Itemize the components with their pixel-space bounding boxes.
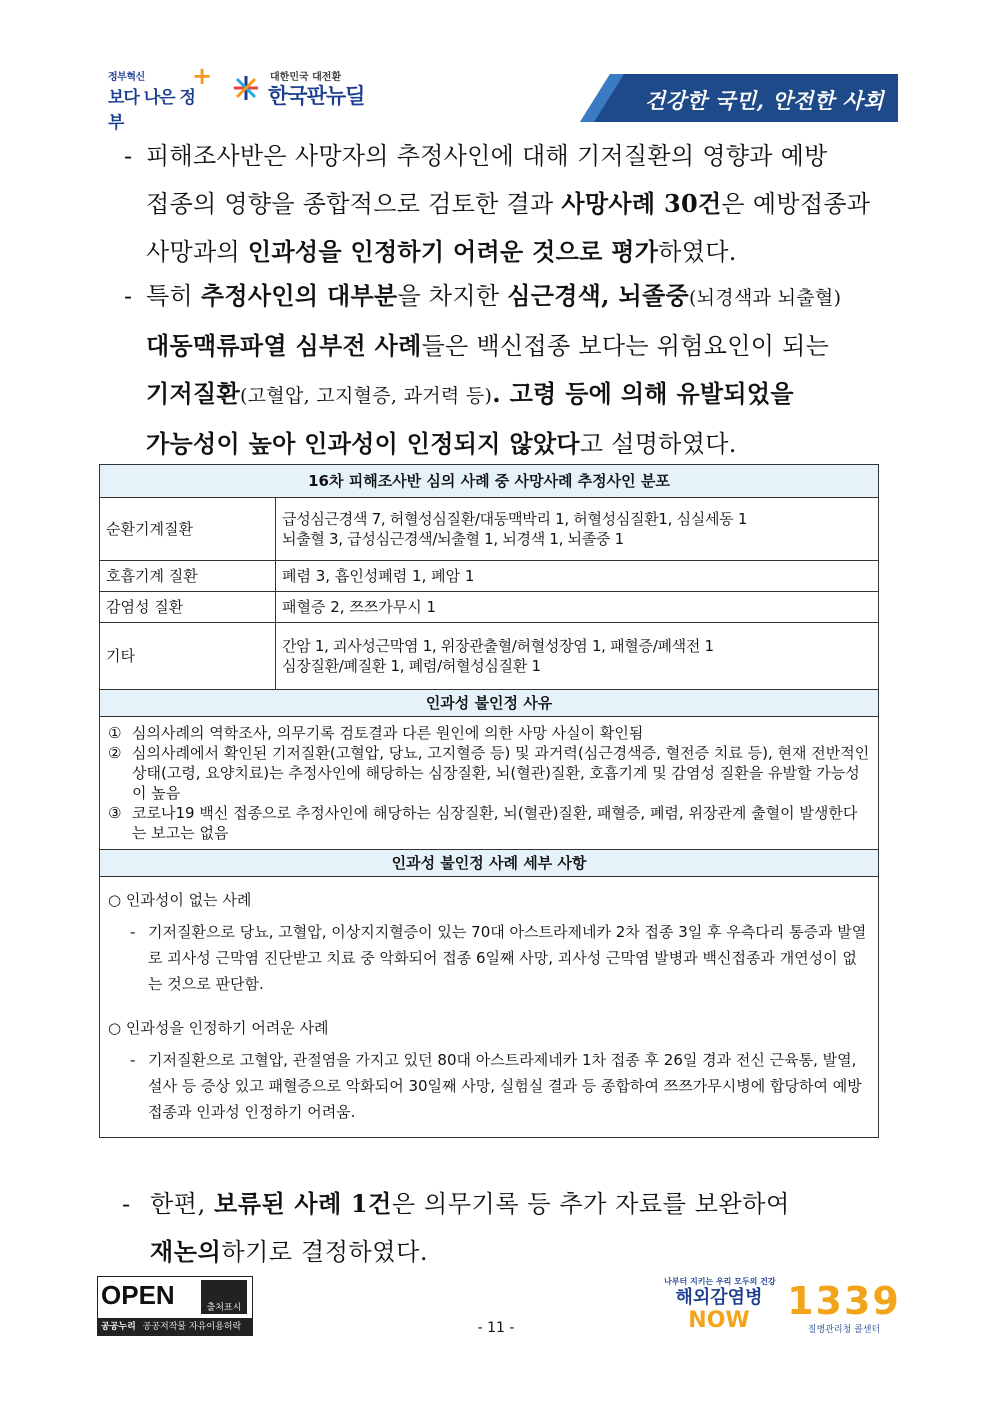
row-label: 호흡기계 질환: [100, 561, 276, 592]
plus-icon: +: [192, 62, 213, 90]
death-cause-table: [99, 464, 879, 1138]
korean-new-deal-logo: 대한민국 대전환 한국판뉴딜: [232, 68, 372, 112]
table-row: [100, 561, 879, 592]
paragraph-causes: - 특히 추정사인의 대부분을 차지한 심근경색, 뇌졸중(뇌경색과 뇌출혈) 대동맥류파열 심부전 사례들은 백신접종 보다는 위험요인이 되는 기저질환(고혈압, 고지혈증, 과거력 등). 고령 등에 의해 유발되었을 가능성이 높아 인과성이 인정되지 않았다고 설명하였다.: [124, 281, 842, 458]
reasons-row: [100, 717, 879, 850]
case-details: [100, 877, 879, 1138]
reasons-title-row: [100, 690, 879, 717]
table-row: [100, 623, 879, 690]
case-body: - 기저질환으로 고혈압, 관절염을 가지고 있던 80대 아스트라제네카 1차 접종 후 26일 경과 전신 근육통, 발열, 설사 등 증상 있고 패혈증으로 악화되어 30일째 사망, 실험실 결과 등 종합하여 쯔쯔가무시병에 합당하여 예방접종과 인과성 인정하기 어려움.: [130, 1051, 862, 1121]
list-item: ③ 코로나19 백신 접종으로 추정사인에 해당하는 심장질환, 뇌(혈관)질환, 패혈증, 폐렴, 위장관계 출혈이 발생한다는 보고는 없음: [108, 804, 858, 842]
row-label: 감염성 질환: [100, 592, 276, 623]
case-title: ○ 인과성을 인정하기 어려운 사례: [108, 1019, 329, 1037]
overseas-infection-now-logo: 나부터 지키는 우리 모두의 건강 해외감염병 NOW: [664, 1277, 776, 1333]
paragraph-evaluation: - 피해조사반은 사망자의 추정사인에 대해 기저질환의 영향과 예방 접종의 영향을 종합적으로 검토한 결과 사망사례 30건은 예방접종과 사망과의 인과성을 인정하기 어려운 것으로 평가하였다.: [124, 142, 871, 266]
page-header: [0, 0, 992, 133]
list-item: ① 심의사례의 역학조사, 의무기록 검토결과 다른 원인에 의한 사망 사실이 확인됨: [108, 724, 644, 742]
case-title: ○ 인과성이 없는 사례: [108, 891, 252, 909]
row-value: 간암 1, 괴사성근막염 1, 위장관출혈/허혈성장염 1, 패혈증/폐색전 1 심장질환/폐질환 1, 폐렴/허혈성심질환 1: [276, 623, 879, 690]
list-item: ② 심의사례에서 확인된 기저질환(고혈압, 당뇨, 고지혈증 등) 및 과거력(심근경색증, 혈전증 치료 등), 현재 전반적인 상태(고령, 요양치료)는 추정사인에 해당하는 심장질환, 뇌(혈관)질환, 호흡기계 및 감염성 질환을 유발할 가능성이 높음: [108, 744, 870, 802]
table-title-row: [100, 465, 879, 498]
new-deal-emblem-icon: [232, 74, 260, 102]
paragraph-deferred: - 한편, 보류된 사례 1건은 의무기록 등 추가 자료를 보완하여 재논의하기로 결정하였다.: [122, 1189, 790, 1266]
slogan-banner: 건강한 국민, 안전한 사회: [580, 74, 898, 122]
kdca-call-center-logo: 1339 질병관리청 콜센터: [787, 1279, 901, 1335]
row-label: 순환기계질환: [100, 498, 276, 561]
row-value: 폐렴 3, 흡인성폐렴 1, 폐암 1: [276, 561, 879, 592]
reasons-title: 인과성 불인정 사유: [100, 690, 879, 717]
row-label: 기타: [100, 623, 276, 690]
details-title-row: [100, 850, 879, 877]
reasons-list: [100, 717, 879, 850]
details-title: 인과성 불인정 사례 세부 사항: [100, 850, 879, 877]
kogl-open-license: OPEN 출처표시 공공누리 공공저작물 자유이용허락: [97, 1276, 253, 1336]
row-value: 패혈증 2, 쯔쯔가무시 1: [276, 592, 879, 623]
government-innovation-logo: 정부혁신 보다 나은 정부 +: [108, 62, 213, 133]
row-value: 급성심근경색 7, 허혈성심질환/대동맥박리 1, 허혈성심질환1, 심실세동 1 뇌출혈 3, 급성심근경색/뇌출혈 1, 뇌경색 1, 뇌졸중 1: [276, 498, 879, 561]
attribution-icon: 출처표시: [201, 1280, 247, 1314]
details-row: [100, 877, 879, 1138]
case-body: - 기저질환으로 당뇨, 고혈압, 이상지지혈증이 있는 70대 아스트라제네카 2차 접종 3일 후 우측다리 통증과 발열로 괴사성 근막염 진단받고 치료 중 악화되어 접종 6일째 사망, 괴사성 근막염 발병과 백신접종과 개연성이 없는 것으로 판단함.: [130, 923, 867, 993]
table-title: 16차 피해조사반 심의 사례 중 사망사례 추정사인 분포: [100, 465, 879, 498]
table-row: [100, 592, 879, 623]
table-row: [100, 498, 879, 561]
page-number: - 11 -: [477, 1320, 515, 1336]
